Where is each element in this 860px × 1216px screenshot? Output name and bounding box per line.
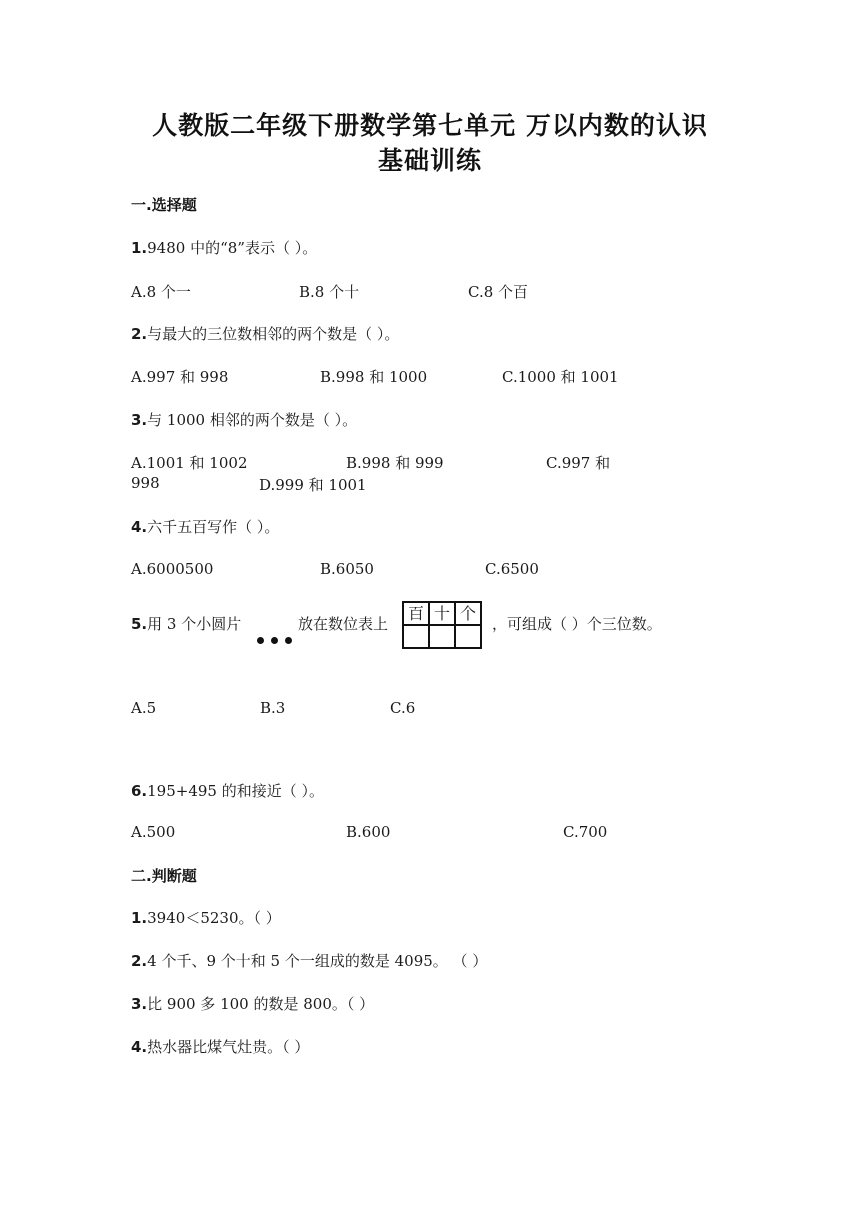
question-4 <box>131 516 279 537</box>
option-c-continued: 998 <box>131 474 160 492</box>
question-text: 3940＜5230。（ ） <box>147 909 281 927</box>
question-number: 4. <box>131 1038 148 1056</box>
question-text: 9480 中的“8”表示（ ）。 <box>147 239 318 257</box>
question-text: 195+495 的和接近（ ）。 <box>147 782 325 800</box>
question-number: 2. <box>131 952 148 970</box>
place-header-ones: 个 <box>455 602 481 625</box>
question-text-part-3: ，可组成（ ）个三位数。 <box>492 615 662 633</box>
question-text: 4 个千、9 个十和 5 个一组成的数是 4095。 （ ） <box>147 952 488 970</box>
section-heading-judgement: 二.判断题 <box>131 867 197 885</box>
question-text: 热水器比煤气灶贵。（ ） <box>147 1038 310 1056</box>
place-value-table <box>402 601 482 649</box>
option-b: B.8 个十 <box>299 283 360 301</box>
question-text: 与 1000 相邻的两个数是（ ）。 <box>147 411 358 429</box>
option-a: A.997 和 998 <box>131 368 229 386</box>
question-number: 5. <box>131 615 148 633</box>
option-b: B.998 和 999 <box>346 454 444 472</box>
option-c: C.997 和 <box>546 454 611 472</box>
question-5 <box>131 613 241 634</box>
option-a: A.8 个一 <box>131 283 191 301</box>
question-3 <box>131 409 357 430</box>
question-number: 6. <box>131 782 148 800</box>
question-2 <box>131 323 399 344</box>
judgement-3 <box>131 993 374 1014</box>
option-c: C.6 <box>390 699 416 717</box>
option-b: B.6050 <box>320 560 374 578</box>
option-a: A.6000500 <box>131 560 214 578</box>
question-text-part-1: 用 3 个小圆片 <box>147 615 242 633</box>
question-6 <box>131 780 324 801</box>
judgement-4 <box>131 1036 309 1057</box>
option-c: C.700 <box>563 823 608 841</box>
option-a: A.1001 和 1002 <box>131 454 248 472</box>
title-line-2: 基础训练 <box>377 146 482 175</box>
option-b: B.3 <box>260 699 286 717</box>
option-a: A.500 <box>131 823 176 841</box>
option-c: C.6500 <box>485 560 539 578</box>
option-b: B.998 和 1000 <box>320 368 428 386</box>
option-b: B.600 <box>346 823 391 841</box>
option-c: C.1000 和 1001 <box>502 368 619 386</box>
place-cell <box>455 625 481 648</box>
judgement-2 <box>131 950 487 971</box>
question-number: 4. <box>131 518 148 536</box>
title-line-1: 人教版二年级下册数学第七单元 万以内数的认识 <box>152 111 708 140</box>
option-c: C.8 个百 <box>468 283 529 301</box>
question-number: 2. <box>131 325 148 343</box>
option-a: A.5 <box>131 699 157 717</box>
place-cell <box>429 625 455 648</box>
option-d: D.999 和 1001 <box>259 476 367 494</box>
section-heading-choice: 一.选择题 <box>131 196 197 214</box>
question-1 <box>131 237 317 258</box>
question-number: 1. <box>131 909 148 927</box>
question-text: 六千五百写作（ ）。 <box>147 518 280 536</box>
place-header-hundreds: 百 <box>403 602 429 625</box>
question-number: 3. <box>131 995 148 1013</box>
question-number: 3. <box>131 411 148 429</box>
place-header-tens: 十 <box>429 602 455 625</box>
judgement-1 <box>131 907 281 928</box>
question-number: 1. <box>131 239 148 257</box>
place-cell <box>403 625 429 648</box>
question-text: 与最大的三位数相邻的两个数是（ ）。 <box>147 325 400 343</box>
question-text: 比 900 多 100 的数是 800。（ ） <box>147 995 375 1013</box>
question-text-part-2: 放在数位表上 <box>298 615 389 633</box>
